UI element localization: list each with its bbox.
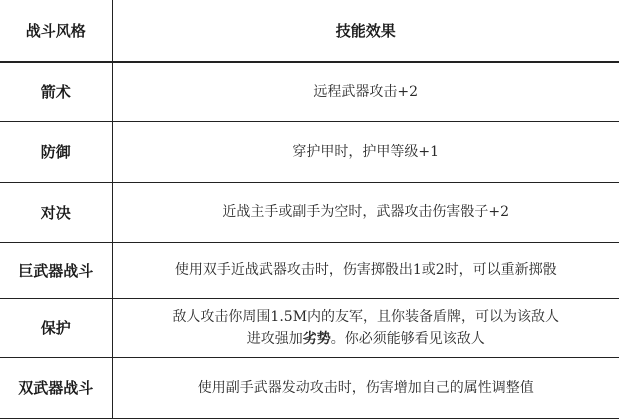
table-row [0,242,619,298]
style-name-protection: 保护 [0,298,112,357]
disadvantage-term: 劣势 [302,330,331,347]
protection-effect-text-pre: 进攻强加 [246,330,303,347]
style-effect-protection [112,298,619,357]
style-effect-archery: 远程武器攻击+2 [112,62,619,121]
table-row [0,62,619,121]
protection-effect-line-1: 敌人攻击你周围1.5M内的友军，且你装备盾牌，可以为该敌人 [172,308,560,325]
protection-effect-text-post: 。你必须能够看见该敌人 [330,330,485,347]
style-name-defense: 防御 [0,121,112,182]
header-fighting-style: 战斗风格 [0,0,112,62]
style-name-dueling: 对决 [0,182,112,242]
protection-effect-line-2 [117,328,616,350]
header-skill-effect: 技能效果 [112,0,619,62]
style-effect-defense: 穿护甲时，护甲等级+1 [112,121,619,182]
style-name-two-weapon: 双武器战斗 [0,357,112,418]
table-row [0,298,619,357]
style-name-archery: 箭术 [0,62,112,121]
table-row [0,357,619,418]
style-effect-dueling: 近战主手或副手为空时，武器攻击伤害骰子+2 [112,182,619,242]
style-name-great-weapon: 巨武器战斗 [0,242,112,298]
style-effect-two-weapon: 使用副手武器发动攻击时，伤害增加自己的属性调整值 [112,357,619,418]
table-row [0,182,619,242]
table-header-row [0,0,619,62]
style-effect-great-weapon: 使用双手近战武器攻击时，伤害掷骰出1或2时，可以重新掷骰 [112,242,619,298]
table-row [0,121,619,182]
